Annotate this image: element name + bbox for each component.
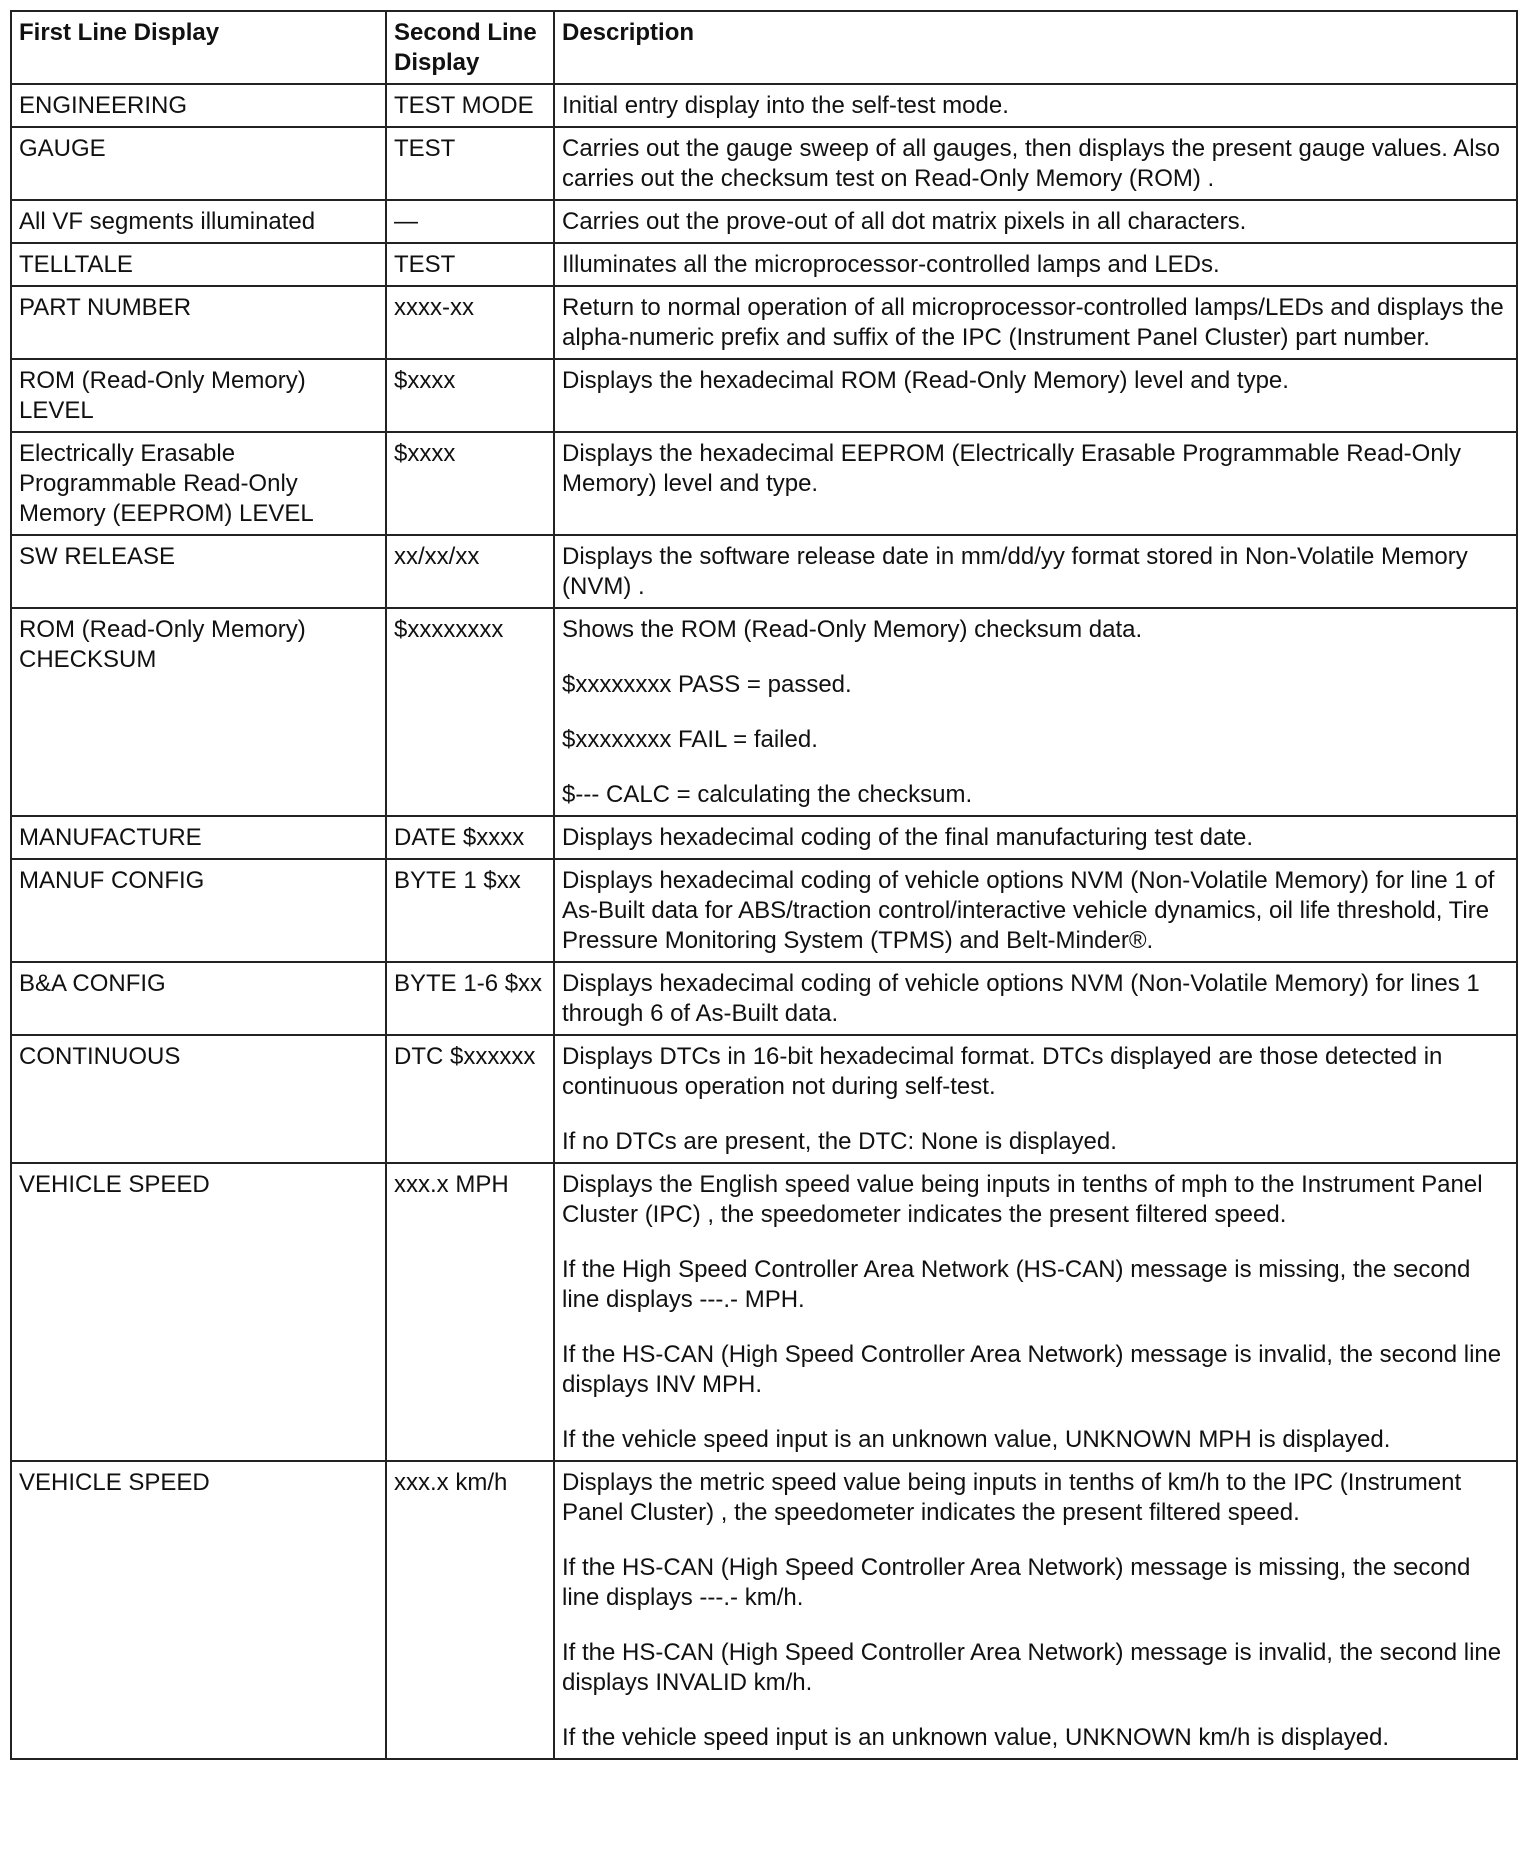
- table-row: [11, 1461, 1517, 1759]
- table-row: [11, 1163, 1517, 1461]
- description-paragraph: Illuminates all the microprocessor-controlled lamps and LEDs.: [562, 251, 1220, 278]
- first-line-display-cell: MANUFACTURE: [11, 816, 386, 859]
- first-line-display-cell: PART NUMBER: [11, 286, 386, 359]
- first-line-display-cell: TELLTALE: [11, 243, 386, 286]
- first-line-display-cell: Electrically Erasable Programmable Read-Only Memory (EEPROM) LEVEL: [11, 432, 386, 535]
- description-paragraph: If the HS-CAN (High Speed Controller Area Network) message is missing, the second line displays ---.- km/h.: [562, 1554, 1471, 1611]
- description-paragraph: If no DTCs are present, the DTC: None is displayed.: [562, 1128, 1117, 1155]
- first-line-display-cell: CONTINUOUS: [11, 1035, 386, 1163]
- description-paragraph: If the High Speed Controller Area Network (HS-CAN) message is missing, the second line displays ---.- MPH.: [562, 1256, 1471, 1313]
- header-first-line-display: First Line Display: [11, 11, 386, 84]
- table-row: [11, 286, 1517, 359]
- table-row: [11, 608, 1517, 816]
- description-cell: [554, 84, 1517, 127]
- description-paragraph: Displays hexadecimal coding of vehicle options NVM (Non-Volatile Memory) for line 1 of As-Built data for ABS/traction control/interactive vehicle dynamics, oil life threshold, Tire Pressure Monitoring System (TPMS) and Belt-Minder®.: [562, 867, 1495, 954]
- second-line-display-cell: xxxx-xx: [386, 286, 554, 359]
- second-line-display-cell: DATE $xxxx: [386, 816, 554, 859]
- header-row: [11, 11, 1517, 84]
- second-line-display-cell: $xxxxxxxx: [386, 608, 554, 816]
- description-paragraph: Return to normal operation of all microprocessor-controlled lamps/LEDs and displays the alpha-numeric prefix and suffix of the IPC (Instrument Panel Cluster) part number.: [562, 294, 1504, 351]
- table-body: [11, 84, 1517, 1759]
- description-cell: [554, 1163, 1517, 1461]
- table-row: [11, 432, 1517, 535]
- description-paragraph: Carries out the prove-out of all dot matrix pixels in all characters.: [562, 208, 1247, 235]
- description-paragraph: If the vehicle speed input is an unknown value, UNKNOWN km/h is displayed.: [562, 1724, 1390, 1751]
- first-line-display-cell: All VF segments illuminated: [11, 200, 386, 243]
- description-cell: [554, 286, 1517, 359]
- first-line-display-cell: SW RELEASE: [11, 535, 386, 608]
- description-cell: [554, 962, 1517, 1035]
- table-row: [11, 962, 1517, 1035]
- first-line-display-cell: VEHICLE SPEED: [11, 1461, 386, 1759]
- table-row: [11, 816, 1517, 859]
- description-paragraph: Displays hexadecimal coding of the final manufacturing test date.: [562, 824, 1254, 851]
- second-line-display-cell: BYTE 1-6 $xx: [386, 962, 554, 1035]
- table-row: [11, 535, 1517, 608]
- second-line-display-cell: xx/xx/xx: [386, 535, 554, 608]
- header-description: Description: [554, 11, 1517, 84]
- description-paragraph: Displays the hexadecimal EEPROM (Electrically Erasable Programmable Read-Only Memory) level and type.: [562, 440, 1462, 497]
- description-cell: [554, 1461, 1517, 1759]
- description-paragraph: If the vehicle speed input is an unknown value, UNKNOWN MPH is displayed.: [562, 1426, 1391, 1453]
- first-line-display-cell: MANUF CONFIG: [11, 859, 386, 962]
- description-paragraph: Shows the ROM (Read-Only Memory) checksum data.: [562, 616, 1143, 643]
- second-line-display-cell: TEST MODE: [386, 84, 554, 127]
- table-row: [11, 200, 1517, 243]
- first-line-display-cell: ENGINEERING: [11, 84, 386, 127]
- second-line-display-cell: BYTE 1 $xx: [386, 859, 554, 962]
- header-second-line-display: Second Line Display: [386, 11, 554, 84]
- second-line-display-cell: $xxxx: [386, 359, 554, 432]
- description-paragraph: If the HS-CAN (High Speed Controller Area Network) message is invalid, the second line displays INV MPH.: [562, 1341, 1502, 1398]
- description-paragraph: Displays DTCs in 16-bit hexadecimal format. DTCs displayed are those detected in continuous operation not during self-test.: [562, 1043, 1443, 1100]
- table-row: [11, 84, 1517, 127]
- second-line-display-cell: TEST: [386, 127, 554, 200]
- description-cell: [554, 1035, 1517, 1163]
- second-line-display-cell: DTC $xxxxxx: [386, 1035, 554, 1163]
- description-paragraph: $--- CALC = calculating the checksum.: [562, 781, 973, 808]
- description-paragraph: Displays the software release date in mm/dd/yy format stored in Non-Volatile Memory (NVM) .: [562, 543, 1468, 600]
- description-cell: [554, 359, 1517, 432]
- first-line-display-cell: ROM (Read-Only Memory) LEVEL: [11, 359, 386, 432]
- second-line-display-cell: TEST: [386, 243, 554, 286]
- first-line-display-cell: GAUGE: [11, 127, 386, 200]
- description-paragraph: Displays the metric speed value being inputs in tenths of km/h to the IPC (Instrument Panel Cluster) , the speedometer indicates the present filtered speed.: [562, 1469, 1462, 1526]
- description-paragraph: Initial entry display into the self-test mode.: [562, 92, 1009, 119]
- description-cell: [554, 816, 1517, 859]
- second-line-display-cell: xxx.x MPH: [386, 1163, 554, 1461]
- table-row: [11, 243, 1517, 286]
- first-line-display-cell: VEHICLE SPEED: [11, 1163, 386, 1461]
- description-paragraph: Carries out the gauge sweep of all gauges, then displays the present gauge values. Also carries out the checksum test on Read-Only Memory (ROM) .: [562, 135, 1500, 192]
- description-cell: [554, 243, 1517, 286]
- second-line-display-cell: xxx.x km/h: [386, 1461, 554, 1759]
- description-paragraph: If the HS-CAN (High Speed Controller Area Network) message is invalid, the second line displays INVALID km/h.: [562, 1639, 1502, 1696]
- table-row: [11, 859, 1517, 962]
- second-line-display-cell: —: [386, 200, 554, 243]
- second-line-display-cell: $xxxx: [386, 432, 554, 535]
- description-paragraph: Displays the hexadecimal ROM (Read-Only Memory) level and type.: [562, 367, 1289, 394]
- description-cell: [554, 432, 1517, 535]
- table-row: [11, 127, 1517, 200]
- description-paragraph: Displays the English speed value being inputs in tenths of mph to the Instrument Panel Cluster (IPC) , the speedometer indicates the present filtered speed.: [562, 1171, 1483, 1228]
- description-paragraph: Displays hexadecimal coding of vehicle options NVM (Non-Volatile Memory) for lines 1 through 6 of As-Built data.: [562, 970, 1480, 1027]
- description-cell: [554, 127, 1517, 200]
- description-paragraph: $xxxxxxxx FAIL = failed.: [562, 726, 818, 753]
- self-test-display-table: [10, 10, 1518, 1760]
- description-cell: [554, 200, 1517, 243]
- description-cell: [554, 859, 1517, 962]
- description-cell: [554, 608, 1517, 816]
- description-cell: [554, 535, 1517, 608]
- table-header: [11, 11, 1517, 84]
- table-row: [11, 359, 1517, 432]
- first-line-display-cell: ROM (Read-Only Memory) CHECKSUM: [11, 608, 386, 816]
- first-line-display-cell: B&A CONFIG: [11, 962, 386, 1035]
- description-paragraph: $xxxxxxxx PASS = passed.: [562, 671, 852, 698]
- table-row: [11, 1035, 1517, 1163]
